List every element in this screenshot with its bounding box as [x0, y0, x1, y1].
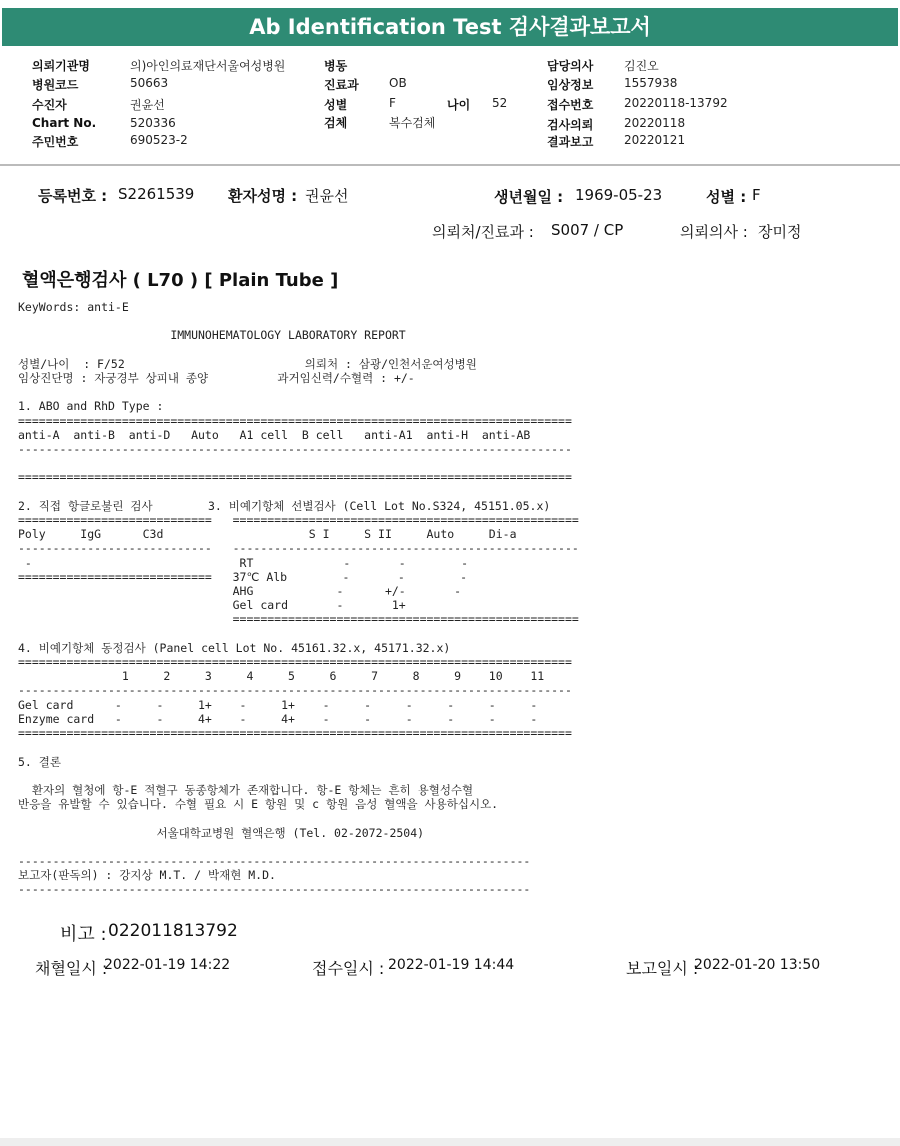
hdr-label: 검사의뢰 — [547, 118, 594, 132]
hdr-label: 성별 — [324, 98, 348, 112]
report-line: 환자의 혈청에 항-E 적혈구 동종항체가 존재합니다. 항-E 항체는 흔히 용혈성수혈 — [18, 782, 474, 797]
report-line: ================================================== — [18, 612, 579, 627]
report-line: 4. 비예기항체 동정검사 (Panel cell Lot No. 45161.32.x, 45171.32.x) — [18, 640, 451, 655]
note-label: 비고 : — [60, 924, 107, 945]
title-bar — [0, 0, 900, 50]
hdr-label: 임상정보 — [547, 78, 594, 92]
report-line: anti-A anti-B anti-D Auto A1 cell B cell anti-A1 anti-H anti-AB — [18, 427, 531, 442]
hdr-value: 1557938 — [624, 76, 678, 90]
hdr-value: OB — [389, 76, 407, 90]
collect-label: 채혈일시 : — [35, 959, 108, 978]
lab-report-body — [18, 300, 878, 897]
age-label: 나이 — [447, 98, 471, 112]
collect-value: 2022-01-19 14:22 — [104, 957, 231, 973]
section-title: 혈액은행검사 ( L70 ) [ Plain Tube ] — [22, 270, 339, 291]
report-line: 반응을 유발할 수 있습니다. 수혈 필요 시 E 항원 및 c 항원 음성 혈액을 사용하십시오. — [18, 797, 499, 812]
report-value: 2022-01-20 13:50 — [694, 957, 821, 973]
sex-value: F — [752, 186, 761, 204]
hdr-value: 20220118-13792 — [624, 96, 728, 110]
report-line: Poly IgG C3d S I S II Auto Di-a — [18, 527, 517, 542]
hdr-label: 접수번호 — [547, 98, 594, 112]
hdr-value: 520336 — [130, 116, 176, 130]
report-line: Gel card - - 1+ - 1+ - - - - - - — [18, 697, 538, 712]
report-line: ================================================================================ — [18, 470, 572, 485]
report-line: -------------------------------------------------------------------------- — [18, 882, 531, 897]
report-line: IMMUNOHEMATOLOGY LABORATORY REPORT — [18, 328, 406, 343]
report-line: ============================ ================================================== — [18, 513, 579, 528]
hdr-label: 주민번호 — [32, 135, 79, 149]
hdr-label: Chart No. — [32, 116, 97, 130]
report-line: - RT - - - — [18, 555, 469, 570]
header-divider — [0, 164, 900, 166]
report-line: ---------------------------- -------------------------------------------------- — [18, 541, 579, 556]
report-line: 2. 직접 항글로불린 검사 3. 비예기항체 선별검사 (Cell Lot No.S324, 45151.05.x) — [18, 498, 551, 513]
report-line: Gel card - 1+ — [18, 598, 406, 613]
hdr-label: 의뢰기관명 — [32, 59, 90, 73]
report-line: 5. 결론 — [18, 754, 61, 769]
hdr-value: 20220121 — [624, 133, 686, 147]
report-line — [18, 811, 878, 825]
dob-label: 생년월일 : — [494, 188, 564, 206]
hdr-label: 결과보고 — [547, 135, 594, 149]
report-line — [18, 343, 878, 357]
hdr-label: 진료과 — [324, 78, 359, 92]
report-line: KeyWords: anti-E — [18, 300, 129, 314]
doctor-value: 장미정 — [758, 223, 802, 241]
report-line: 보고자(판독의) : 강지상 M.T. / 박재현 M.D. — [18, 868, 276, 883]
age-value: 52 — [492, 96, 508, 110]
hdr-value: 50663 — [130, 76, 169, 90]
report-line: 성별/나이 : F/52 의뢰처 : 삼광/인천서운여성병원 — [18, 356, 477, 371]
report-line: 임상진단명 : 자궁경부 상피내 종양 과거임신력/수혈력 : +/- — [18, 371, 415, 386]
report-line — [18, 485, 878, 499]
report-line — [18, 840, 878, 854]
hdr-label: 검체 — [324, 116, 348, 130]
report-line — [18, 740, 878, 754]
hdr-value: 690523-2 — [130, 133, 188, 147]
receive-label: 접수일시 : — [312, 959, 385, 978]
report-line: 1 2 3 4 5 6 7 8 9 10 11 — [18, 669, 545, 684]
hdr-value: 의)아인의료재단서울여성병원 — [130, 59, 286, 73]
name-label: 환자성명 : — [228, 187, 298, 205]
report-title: Ab Identification Test 검사결과보고서 — [2, 8, 898, 46]
report-line: AHG - +/- - — [18, 584, 462, 599]
report-line — [18, 314, 878, 328]
report-line: -------------------------------------------------------------------------------- — [18, 683, 572, 698]
report-line: ================================================================================ — [18, 655, 572, 670]
reg-label: 등록번호 : — [38, 187, 108, 205]
report-line — [18, 456, 878, 470]
report-line — [18, 385, 878, 399]
report-line: ================================================================================ — [18, 726, 572, 741]
hdr-label: 담당의사 — [547, 59, 594, 73]
dob-value: 1969-05-23 — [575, 186, 663, 204]
report-line: 1. ABO and RhD Type : — [18, 399, 164, 414]
report-label: 보고일시 : — [626, 959, 699, 978]
report-line: ================================================================================ — [18, 413, 572, 428]
hdr-value: 김진오 — [624, 59, 659, 73]
hdr-value: 복수검체 — [389, 116, 436, 130]
receive-value: 2022-01-19 14:44 — [388, 957, 515, 973]
hdr-value: F — [389, 96, 396, 110]
dept-label: 의뢰처/진료과 : — [432, 223, 534, 241]
note-value: 022011813792 — [108, 921, 238, 941]
report-line — [18, 627, 878, 641]
hdr-value: 20220118 — [624, 116, 686, 130]
report-line — [18, 769, 878, 783]
report-line: -------------------------------------------------------------------------------- — [18, 442, 572, 457]
bottom-bar — [0, 1138, 900, 1146]
report-line: 서울대학교병원 혈액은행 (Tel. 02-2072-2504) — [18, 825, 425, 840]
report-line: ============================ 37℃ Alb - - - — [18, 569, 468, 584]
name-value: 권윤선 — [305, 187, 349, 205]
report-line: Enzyme card - - 4+ - 4+ - - - - - - — [18, 711, 538, 726]
report-line: -------------------------------------------------------------------------- — [18, 853, 531, 868]
dept-value: S007 / CP — [551, 221, 624, 239]
hdr-label: 병원코드 — [32, 78, 79, 92]
reg-value: S2261539 — [118, 185, 195, 203]
sex-label: 성별 : — [706, 188, 747, 206]
hdr-label: 병동 — [324, 59, 348, 73]
hdr-label: 수진자 — [32, 98, 67, 112]
doctor-label: 의뢰의사 : — [680, 223, 748, 241]
hdr-value: 권윤선 — [130, 98, 165, 112]
